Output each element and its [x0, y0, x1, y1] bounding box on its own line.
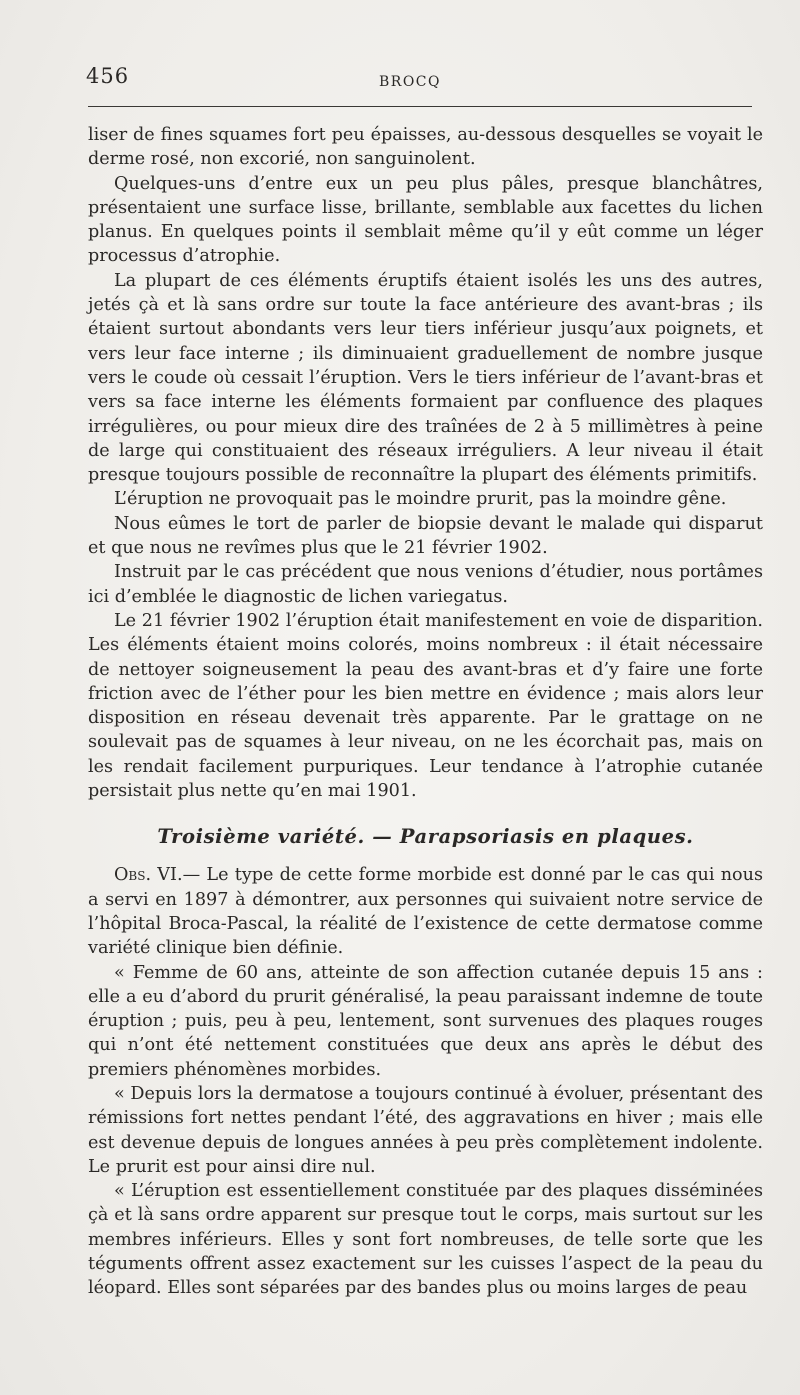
- paragraph: La plupart de ces éléments éruptifs étaient isolés les uns des autres, jetés çà et là sans ordre sur toute la face antérieure des avant-bras ; ils étaient surtout abondants vers leur tiers inférieur jusqu’aux poignets, et vers leur face interne ; ils diminuaient graduellement de nombre jusque vers le coude où cessait l’éruption. Vers le tiers inférieur de l’avant-bras et vers sa face interne les éléments formaient par confluence des plaques irrégulières, ou pour mieux dire des traînées de 2 à 5 millimètres à peine de large qui constituaient des réseaux irréguliers. A leur niveau il était presque toujours possible de reconnaître la plupart des éléments primitifs.: [88, 270, 763, 486]
- paragraph: Le 21 février 1902 l’éruption était manifestement en voie de disparition. Les éléments étaient moins colorés, moins nombreux : il était nécessaire de nettoyer soigneusement la peau des avant-bras et d’y faire une forte friction avec de l’éther pour les bien mettre en évidence ; mais alors leur disposition en réseau devenait très apparente. Par le grattage on ne soulevait pas de squames à leur niveau, on ne les écorchait pas, mais on les rendait facilement purpuriques. Leur tendance à l’atrophie cutanée persistait plus nette qu’en mai 1901.: [88, 610, 763, 802]
- paragraph: « Femme de 60 ans, atteinte de son affection cutanée depuis 15 ans : elle a eu d’abord du prurit généralisé, la peau paraissant indemne de toute éruption ; puis, peu à peu, lentement, sont survenues des plaques rouges qui n’ont été nettement constituées que deux ans après le début des premiers phénomènes morbides.: [88, 962, 763, 1080]
- page-header: [0, 0, 800, 110]
- page-number: 456: [86, 64, 130, 88]
- paragraph: « L’éruption est essentiellement constituée par des plaques disséminées çà et là sans ordre apparent sur presque tout le corps, mais surtout sur les membres inférieurs. Elles y sont fort nombreuses, de telle sorte que les téguments offrent assez exactement sur les cuisses l’aspect de la peau du léopard. Elles sont séparées par des bandes plus ou moins larges de peau: [88, 1181, 763, 1299]
- observation-paragraph: [88, 863, 763, 960]
- section-title: Troisième variété. — Parapsoriasis en plaques.: [157, 825, 694, 849]
- running-head: BROCQ: [379, 74, 441, 90]
- paragraph: liser de fines squames fort peu épaisses, au-dessous desquelles se voyait le derme rosé, non excorié, non sanguinolent.: [88, 125, 763, 170]
- header-rule: [88, 106, 752, 107]
- paragraph: L’éruption ne provoquait pas le moindre prurit, pas la moindre gêne.: [114, 489, 727, 510]
- paragraph: Instruit par le cas précédent que nous venions d’étudier, nous portâmes ici d’emblée le diagnostic de lichen variegatus.: [88, 562, 763, 607]
- observation-label: Obs. VI.: [114, 865, 183, 886]
- paragraph: Nous eûmes le tort de parler de biopsie devant le malade qui disparut et que nous ne revîmes plus que le 21 février 1902.: [88, 513, 763, 559]
- observation-text: — Le type de cette forme morbide est donné par le cas qui nous a servi en 1897 à démontrer, aux personnes qui suivaient notre service de l’hôpital Broca-Pascal, la réalité de l’existence de cette dermatose comme variété clinique bien définie.: [88, 865, 763, 959]
- paragraph: « Depuis lors la dermatose a toujours continué à évoluer, présentant des rémissions fort nettes pendant l’été, des aggravations en hiver ; mais elle est devenue depuis de longues années à peu près complètement indolente. Le prurit est pour ainsi dire nul.: [88, 1083, 763, 1177]
- paragraph: Quelques-uns d’entre eux un peu plus pâles, presque blanchâtres, présentaient une surface lisse, brillante, semblable aux facettes du lichen planus. En quelques points il semblait même qu’il y eût comme un léger processus d’atrophie.: [88, 173, 763, 267]
- body-text: [88, 123, 763, 1301]
